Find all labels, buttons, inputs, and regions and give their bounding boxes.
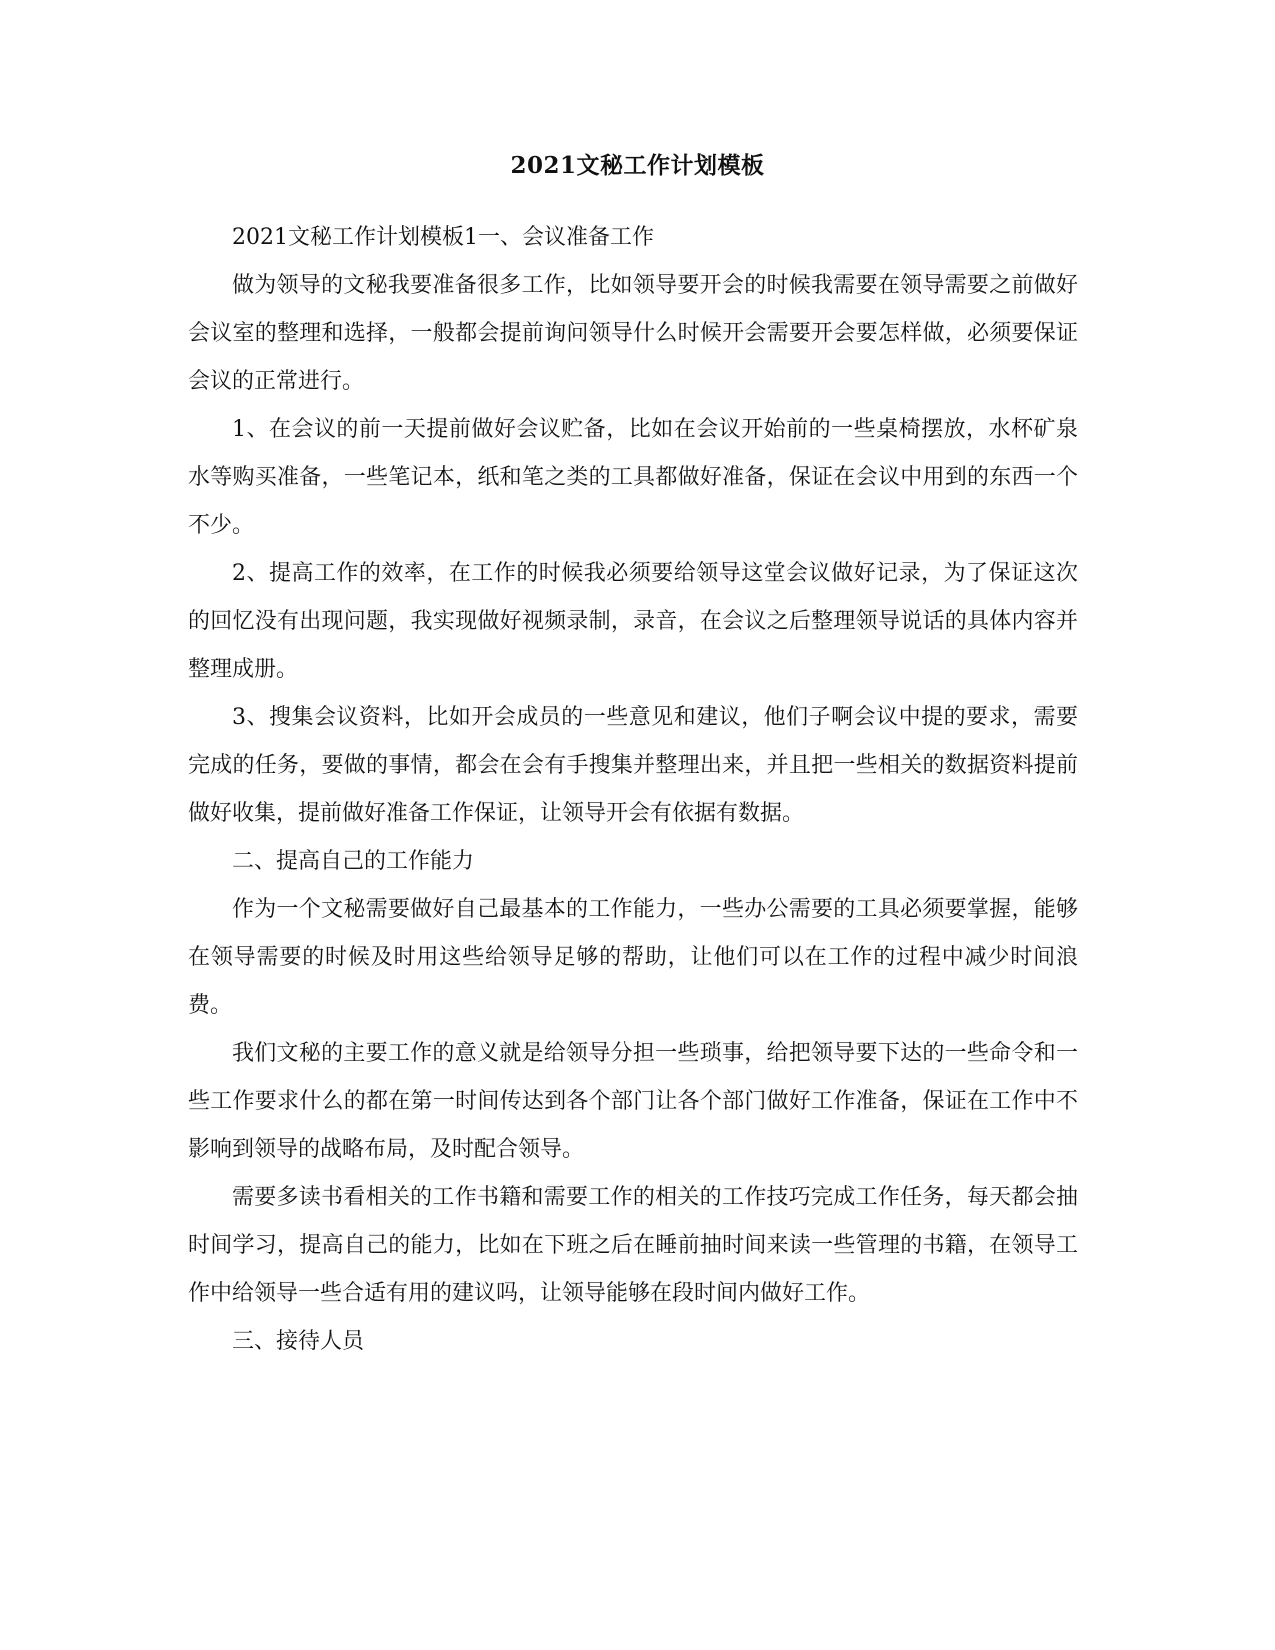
paragraph-ability-2: 我们文秘的主要工作的意义就是给领导分担一些琐事，给把领导要下达的一些命令和一些工作要求什么的都在第一时间传达到各个部门让各个部门做好工作准备，保证在工作中不影响到领导的战略布局，及时配合领导。 <box>188 1041 1078 1162</box>
paragraph-item-2: 2、提高工作的效率，在工作的时候我必须要给领导这堂会议做好记录，为了保证这次的回忆没有出现问题，我实现做好视频录制，录音，在会议之后整理领导说话的具体内容并整理成册。 <box>188 561 1078 682</box>
paragraph-item-1: 1、在会议的前一天提前做好会议贮备，比如在会议开始前的一些桌椅摆放，水杯矿泉水等购买准备，一些笔记本，纸和笔之类的工具都做好准备，保证在会议中用到的东西一个不少。 <box>188 417 1078 538</box>
section-heading-reception: 三、接待人员 <box>232 1329 365 1354</box>
paragraph-item-3: 3、搜集会议资料，比如开会成员的一些意见和建议，他们子啊会议中提的要求，需要完成的任务，要做的事情，都会在会有手搜集并整理出来，并且把一些相关的数据资料提前做好收集，提前做好准备工作保证，让领导开会有依据有数据。 <box>188 705 1078 826</box>
document-title: 2021文秘工作计划模板 <box>510 152 765 179</box>
section-heading-ability: 二、提高自己的工作能力 <box>232 849 475 874</box>
section-heading-meeting-prep: 2021文秘工作计划模板1一、会议准备工作 <box>232 225 654 250</box>
document-body <box>188 214 1078 1366</box>
paragraph-ability-3: 需要多读书看相关的工作书籍和需要工作的相关的工作技巧完成工作任务，每天都会抽时间学习，提高自己的能力，比如在下班之后在睡前抽时间来读一些管理的书籍，在领导工作中给领导一些合适有用的建议吗，让领导能够在段时间内做好工作。 <box>188 1185 1078 1306</box>
paragraph-intro: 做为领导的文秘我要准备很多工作，比如领导要开会的时候我需要在领导需要之前做好会议室的整理和选择，一般都会提前询问领导什么时候开会需要开会要怎样做，必须要保证会议的正常进行。 <box>188 273 1078 394</box>
paragraph-ability-1: 作为一个文秘需要做好自己最基本的工作能力，一些办公需要的工具必须要掌握，能够在领导需要的时候及时用这些给领导足够的帮助，让他们可以在工作的过程中减少时间浪费。 <box>188 897 1078 1018</box>
